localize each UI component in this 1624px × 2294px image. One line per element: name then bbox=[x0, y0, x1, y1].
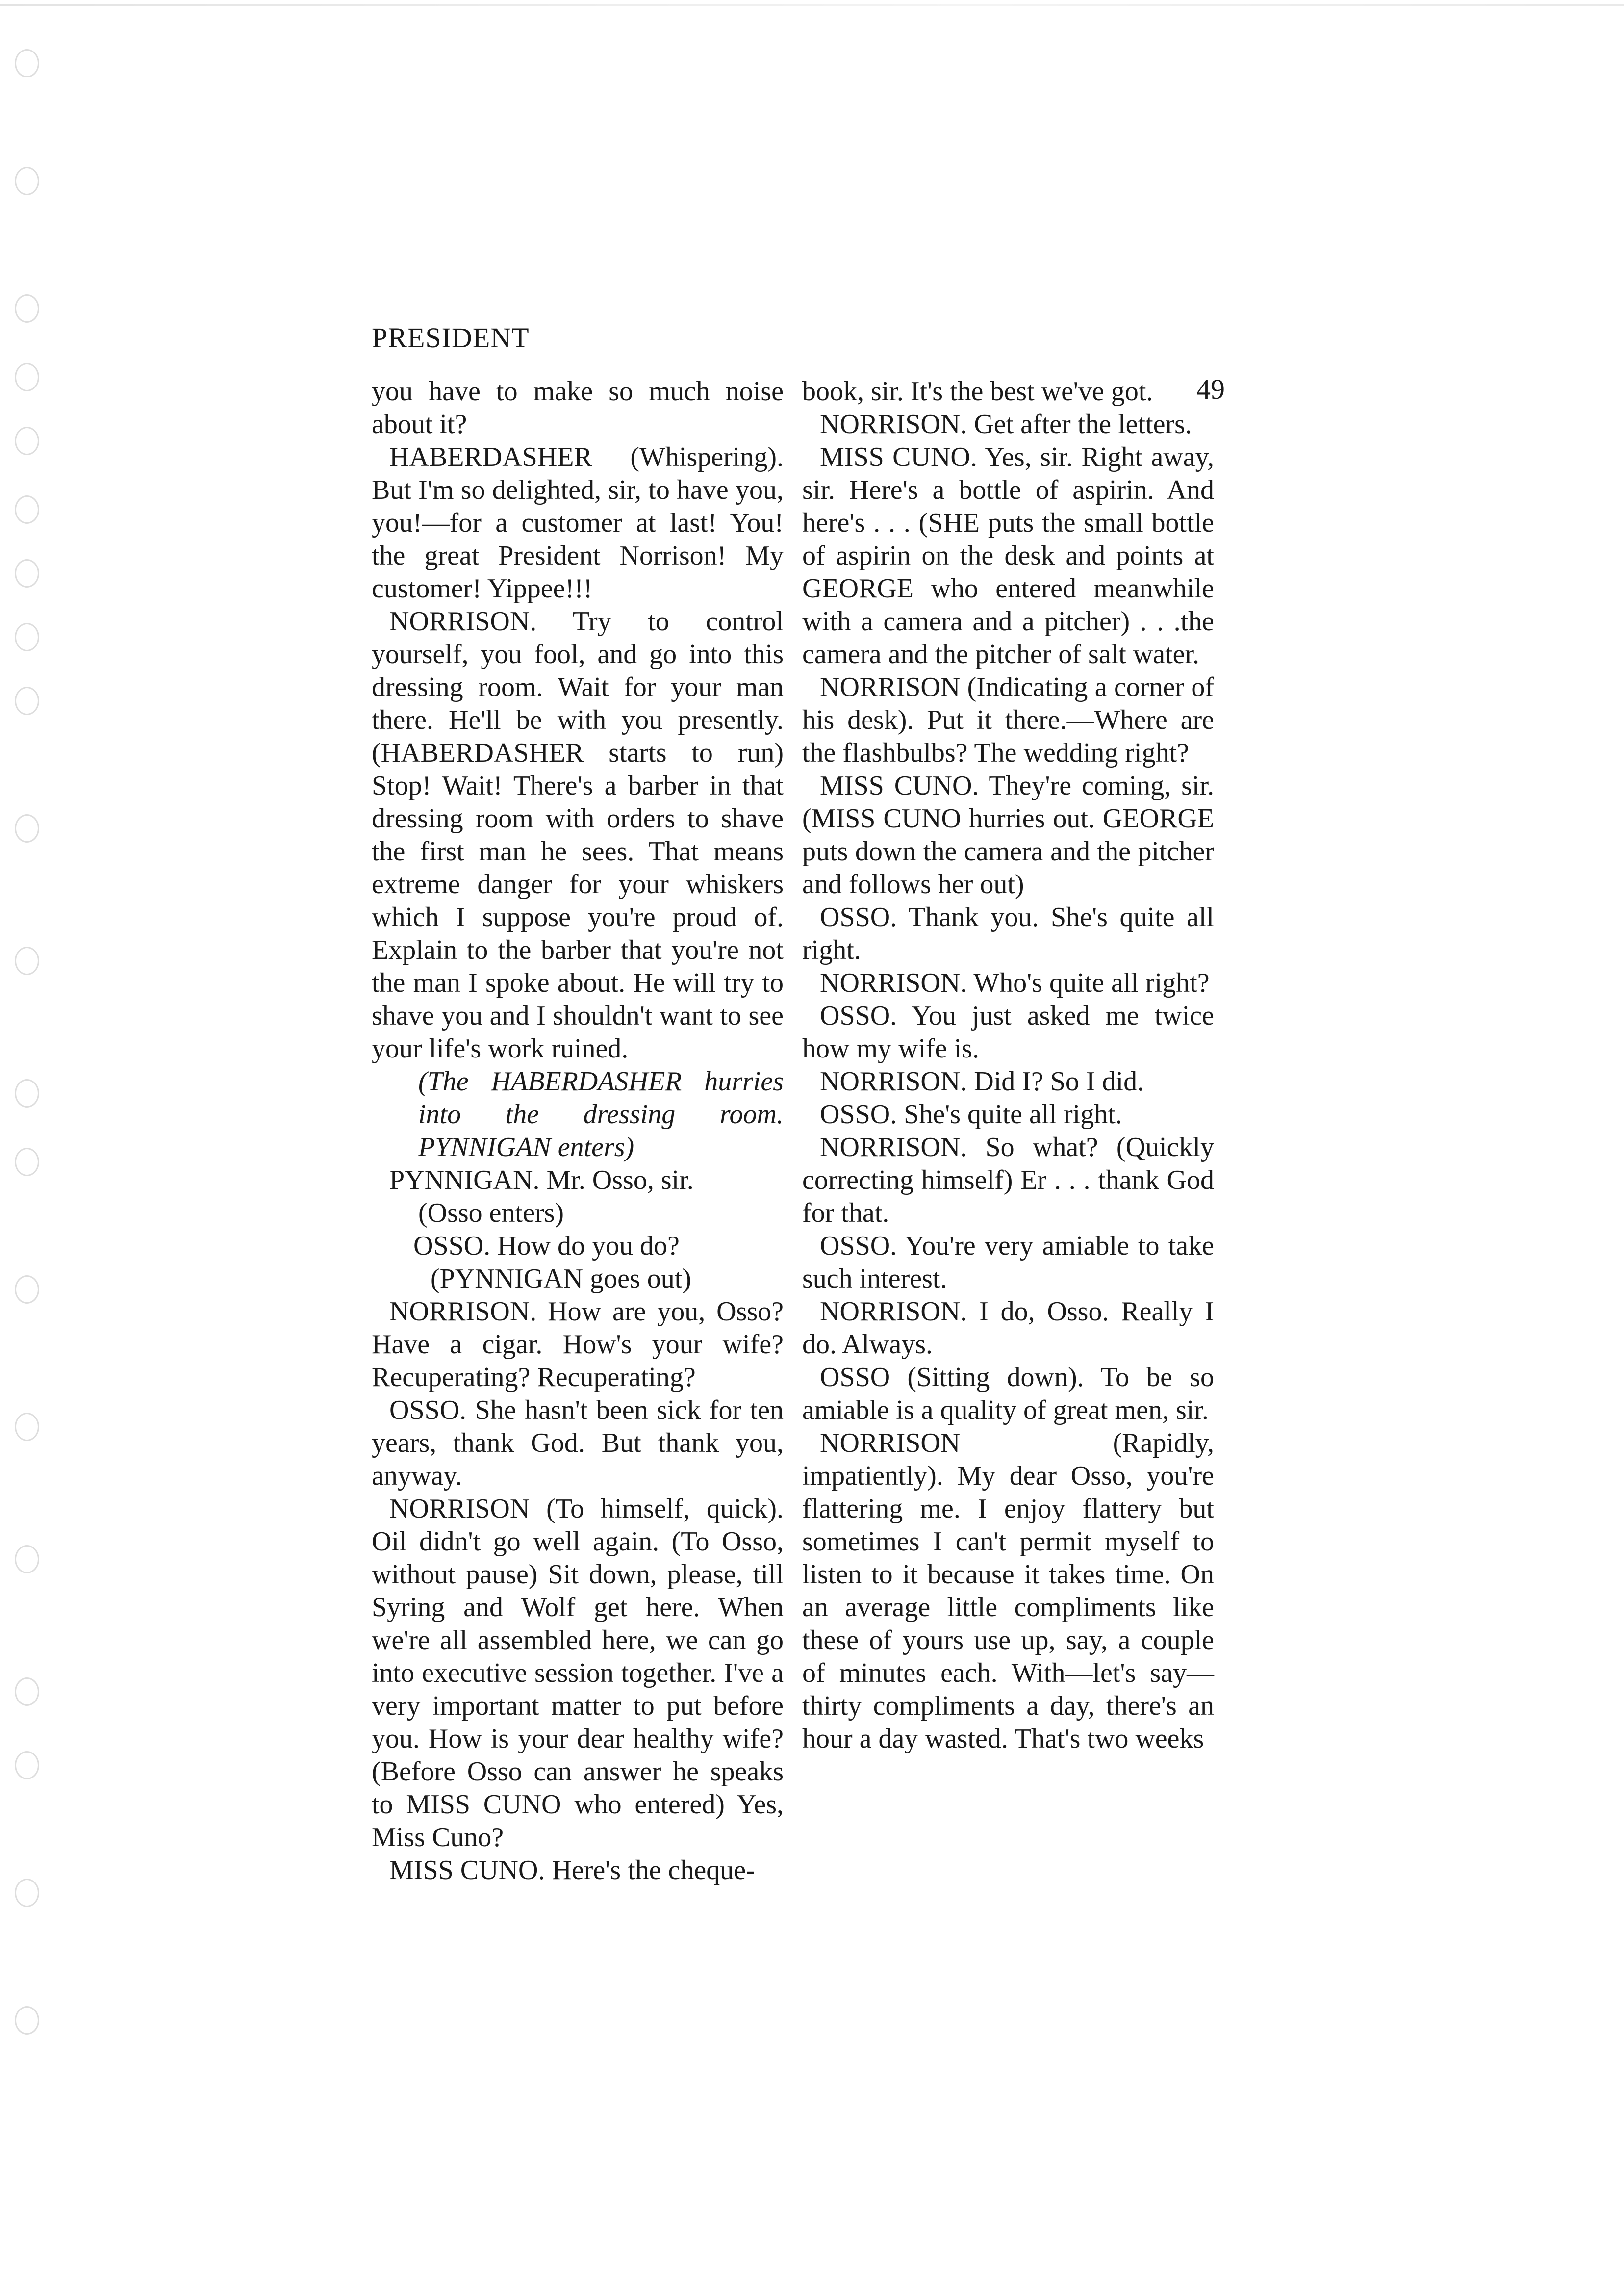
dialogue-paragraph: NORRISON (To himself, quick). Oil didn't go well again. (To Osso, without pause) Sit down, please, till Syring and Wolf get here. When we're all assembled here, we can go into executive session together. I've a very important matter to put before you. How is your dear healthy wife? (Before Osso can answer he speaks to MISS CUNO who entered) Yes, Miss Cuno? bbox=[372, 1494, 784, 1853]
binding-hole-mark bbox=[15, 1275, 39, 1304]
binding-hole-mark bbox=[15, 294, 39, 323]
dialogue-paragraph: MISS CUNO. Yes, sir. Right away, sir. Here's a bottle of aspirin. And here's . . . (SHE puts the small bottle of aspirin on the desk and points at GEORGE who entered meanwhile with a camera and a pitcher) . . .the camera and the pitcher of salt water. bbox=[802, 442, 1214, 670]
binding-hole-mark bbox=[15, 495, 39, 524]
binding-hole-mark bbox=[15, 814, 39, 843]
dialogue-paragraph: NORRISON (Indicating a corner of his desk). Put it there.—Where are the flashbulbs? The wedding right? bbox=[802, 672, 1214, 768]
dialogue-paragraph: NORRISON (Rapidly, impatiently). My dear Osso, you're flattering me. I enjoy flattery but sometimes I can't permit myself to listen to it because it takes time. On an average little compliments like these of yours use up, say, a couple of minutes each. With—let's say—thirty compliments a day, there's an hour a day wasted. That's two weeks bbox=[802, 1428, 1214, 1754]
scan-top-edge bbox=[0, 4, 1624, 6]
dialogue-paragraph: HABERDASHER (Whispering). But I'm so delighted, sir, to have you, you!—for a customer at last! You! the great President Norrison! My customer! Yippee!!! bbox=[372, 442, 784, 604]
dialogue-paragraph: MISS CUNO. They're coming, sir. (MISS CUNO hurries out. GEORGE puts down the camera and the pitcher and follows her out) bbox=[802, 771, 1214, 900]
stage-direction: (Osso enters) bbox=[418, 1198, 564, 1228]
binding-hole-mark bbox=[15, 947, 39, 975]
stage-direction: (PYNNIGAN goes out) bbox=[431, 1263, 691, 1294]
dialogue-paragraph: NORRISON. Get after the letters. bbox=[820, 409, 1192, 439]
binding-hole-mark bbox=[15, 1677, 39, 1706]
dialogue-paragraph: NORRISON. Try to control yourself, you fool, and go into this dressing room. Wait for your man there. He'll be with you presently. (HABERDASHER starts to run) Stop! Wait! There's a barber in that dressing room with orders to shave the first man he sees. That means extreme danger for your whiskers which I suppose you're proud of. Explain to the barber that you're not the man I spoke about. He will try to shave you and I shouldn't want to see your life's work ruined. bbox=[372, 606, 784, 1064]
dialogue-paragraph: NORRISON. So what? (Quickly correcting himself) Er . . . thank God for that. bbox=[802, 1132, 1214, 1228]
page-number: 49 bbox=[1196, 373, 1225, 405]
binding-hole-mark bbox=[15, 1413, 39, 1441]
dialogue-paragraph: OSSO. How do you do? bbox=[413, 1231, 680, 1261]
left-text-column bbox=[372, 375, 784, 1887]
dialogue-paragraph: NORRISON. Who's quite all right? bbox=[820, 968, 1210, 998]
dialogue-paragraph: NORRISON. How are you, Osso? Have a cigar. How's your wife? Recuperating? Recuperating? bbox=[372, 1296, 784, 1392]
dialogue-paragraph: PYNNIGAN. Mr. Osso, sir. bbox=[389, 1165, 694, 1195]
binding-hole-mark bbox=[15, 687, 39, 715]
dialogue-paragraph: OSSO. She hasn't been sick for ten years, thank God. But thank you, anyway. bbox=[372, 1395, 784, 1491]
text-paragraph: book, sir. It's the best we've got. bbox=[802, 376, 1153, 407]
dialogue-paragraph: NORRISON. Did I? So I did. bbox=[820, 1066, 1144, 1097]
dialogue-paragraph: MISS CUNO. Here's the cheque- bbox=[389, 1855, 755, 1885]
stage-direction: (The HABERDASHER hurries into the dressing room. PYNNIGAN enters) bbox=[418, 1066, 784, 1162]
dialogue-paragraph: OSSO. She's quite all right. bbox=[820, 1099, 1122, 1130]
binding-hole-mark bbox=[15, 49, 39, 77]
dialogue-paragraph: NORRISON. I do, Osso. Really I do. Always. bbox=[802, 1296, 1214, 1360]
right-text-column bbox=[802, 375, 1214, 1755]
binding-hole-mark bbox=[15, 1751, 39, 1779]
dialogue-paragraph: OSSO. Thank you. She's quite all right. bbox=[802, 902, 1214, 965]
binding-hole-mark bbox=[15, 1879, 39, 1907]
binding-hole-mark bbox=[15, 1079, 39, 1108]
binding-hole-mark bbox=[15, 1148, 39, 1176]
dialogue-paragraph: OSSO (Sitting down). To be so amiable is a quality of great men, sir. bbox=[802, 1362, 1214, 1425]
binding-hole-mark bbox=[15, 623, 39, 651]
dialogue-paragraph: OSSO. You just asked me twice how my wife is. bbox=[802, 1001, 1214, 1064]
binding-hole-mark bbox=[15, 427, 39, 455]
binding-hole-mark bbox=[15, 559, 39, 588]
binding-hole-mark bbox=[15, 2006, 39, 2035]
running-head: PRESIDENT bbox=[372, 322, 530, 354]
binding-hole-mark bbox=[15, 363, 39, 391]
binding-hole-mark bbox=[15, 167, 39, 195]
binding-hole-mark bbox=[15, 1545, 39, 1573]
text-paragraph: you have to make so much noise about it? bbox=[372, 376, 784, 439]
dialogue-paragraph: OSSO. You're very amiable to take such interest. bbox=[802, 1231, 1214, 1294]
